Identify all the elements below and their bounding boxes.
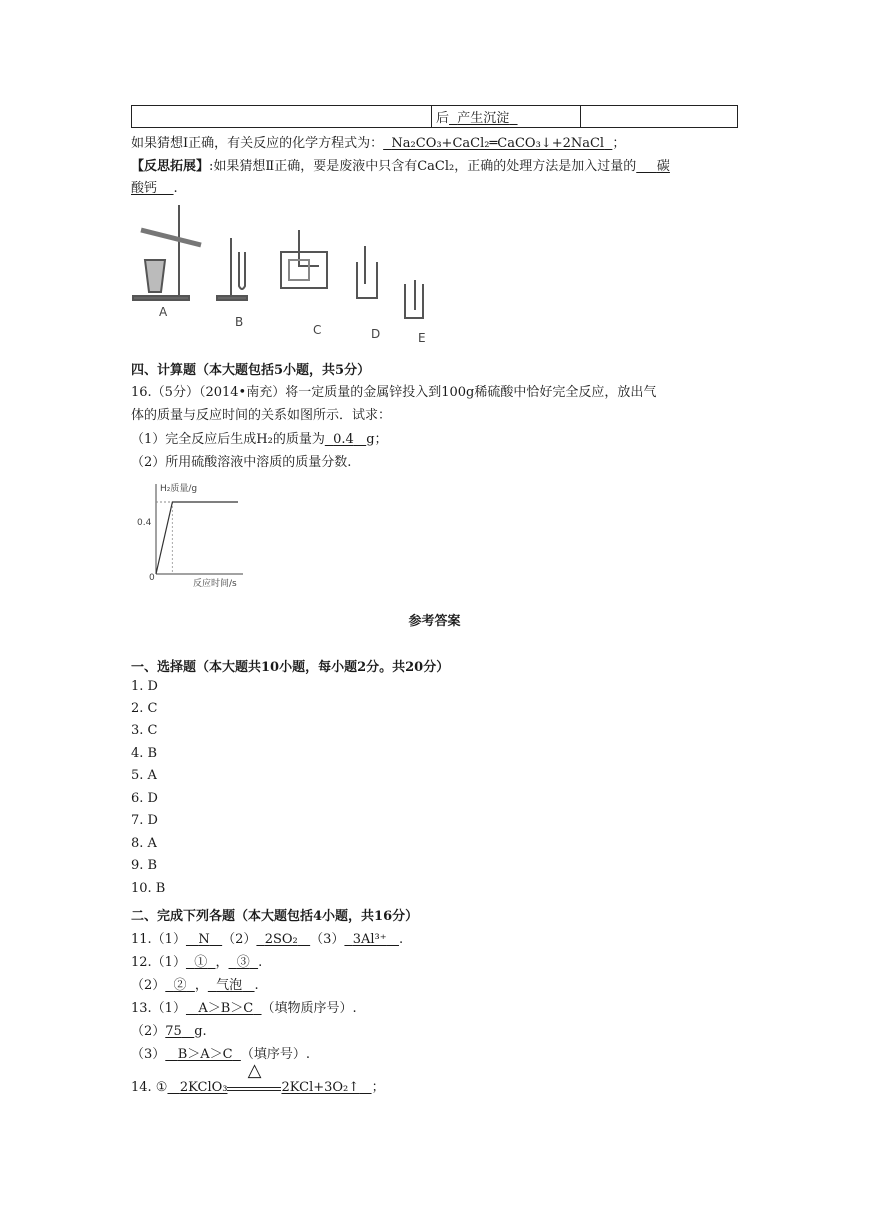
reflect-line	[131, 155, 670, 174]
q13-2-answer: （2）75 g.	[131, 1024, 207, 1039]
answers-title: 参考答案	[408, 614, 461, 629]
guess1-prefix: 如果猜想Ⅰ正确，有关反应的化学方程式为：	[131, 136, 384, 151]
apparatus-label-d: D	[371, 327, 381, 341]
choice-answer: 1. D	[131, 679, 158, 694]
choice-answer: 10. B	[131, 881, 166, 896]
table-row	[132, 106, 738, 128]
apparatus-label-e: E	[418, 331, 426, 345]
guess1-equation: Na₂CO₃+CaCl₂═CaCO₃↓+2NaCl	[391, 136, 605, 151]
q16-sub2: （2）所用硫酸溶液中溶质的质量分数.	[131, 455, 352, 470]
apparatus-a-lamp	[145, 260, 165, 292]
cell-answer: 产生沉淀	[457, 111, 510, 126]
table-cell	[432, 106, 581, 128]
q16-sub1-answer: 0.4	[333, 432, 354, 447]
apparatus-b-testtube	[239, 252, 245, 289]
q16-sub1	[131, 428, 388, 447]
apparatus-b-base	[217, 296, 247, 300]
choice-answer: 3. C	[131, 723, 158, 738]
q14-answer: 14. ① 2KClO₃ △ 2KCl+3O₂↑ ；	[131, 1060, 385, 1095]
cell-prefix: 后	[436, 111, 450, 126]
choice-answer: 2. C	[131, 701, 158, 716]
graph-xlabel: 反应时间/s	[193, 579, 237, 588]
reflect-text: :如果猜想Ⅱ正确，要是废液中只含有CaCl₂，正确的处理方法是加入过量的	[209, 159, 637, 174]
graph-origin: 0	[149, 573, 155, 583]
q16-sub1-suffix: g；	[366, 432, 388, 447]
answer-table	[131, 105, 738, 128]
choice-answer: 5. A	[131, 768, 157, 783]
q13-3-answer: （3） B＞A＞C （填序号）.	[131, 1047, 310, 1062]
apparatus-label-a: A	[159, 305, 168, 319]
graph-ylabel: H₂质量/g	[160, 484, 198, 494]
guess1-suffix: ；	[612, 136, 626, 151]
table-cell	[132, 106, 432, 128]
reflect-label: 【反思拓展】	[131, 159, 210, 174]
h2-graph	[131, 478, 251, 588]
q16-line1: 16.（5分）（2014•南充）将一定质量的金属锌投入到100g稀硫酸中恰好完全反应，放出气	[131, 385, 657, 400]
apparatus-a-base	[133, 296, 189, 300]
h2-series-line	[156, 502, 238, 574]
reflect-answer-2: 酸钙	[131, 181, 158, 196]
graph-ytick: 0.4	[137, 518, 152, 528]
apparatus-label-b: B	[235, 315, 244, 329]
choice-answer: 7. D	[131, 813, 158, 828]
q16-sub1-prefix: （1）完全反应后生成H₂的质量为	[131, 432, 325, 447]
equals-bar	[227, 1087, 281, 1091]
q13-1-answer: 13.（1） A＞B＞C （填物质序号）.	[131, 1001, 357, 1016]
apparatus-d-bottle	[357, 262, 377, 298]
reflect-answer-1: 碳	[656, 159, 670, 174]
heat-symbol: △	[247, 1060, 262, 1081]
apparatus-label-c: C	[313, 323, 322, 337]
apparatus-figure	[131, 200, 441, 345]
choice-answer: 4. B	[131, 746, 158, 761]
q12-2-answer: （2） ② ， 气泡 .	[131, 978, 259, 993]
choice-answer: 9. B	[131, 858, 158, 873]
q11-answer: 11.（1） N （2） 2SO₂ （3） 3Al³⁺ .	[131, 932, 404, 947]
graph-plot	[137, 482, 243, 588]
choice-answer: 8. A	[131, 836, 157, 851]
apparatus-c-trough	[281, 252, 327, 288]
apparatus-a-tube	[141, 230, 201, 245]
answers-s1-title: 一、选择题（本大题共10小题，每小题2分。共20分）	[131, 660, 450, 675]
table-cell	[581, 106, 738, 128]
choice-answer: 6. D	[131, 791, 158, 806]
q12-1-answer: 12.（1） ① ， ③ .	[131, 955, 263, 970]
heating-condition	[227, 1060, 281, 1091]
q16-line2: 体的质量与反应时间的关系如图所示．试求：	[131, 408, 392, 423]
reflect-end: .	[173, 181, 178, 196]
answers-s2-title: 二、完成下列各题（本大题包括4小题，共16分）	[131, 909, 419, 924]
guess1-line	[131, 132, 625, 151]
section4-title: 四、计算题（本大题包括5小题，共5分）	[131, 363, 371, 378]
reflect-line-2	[131, 177, 178, 196]
